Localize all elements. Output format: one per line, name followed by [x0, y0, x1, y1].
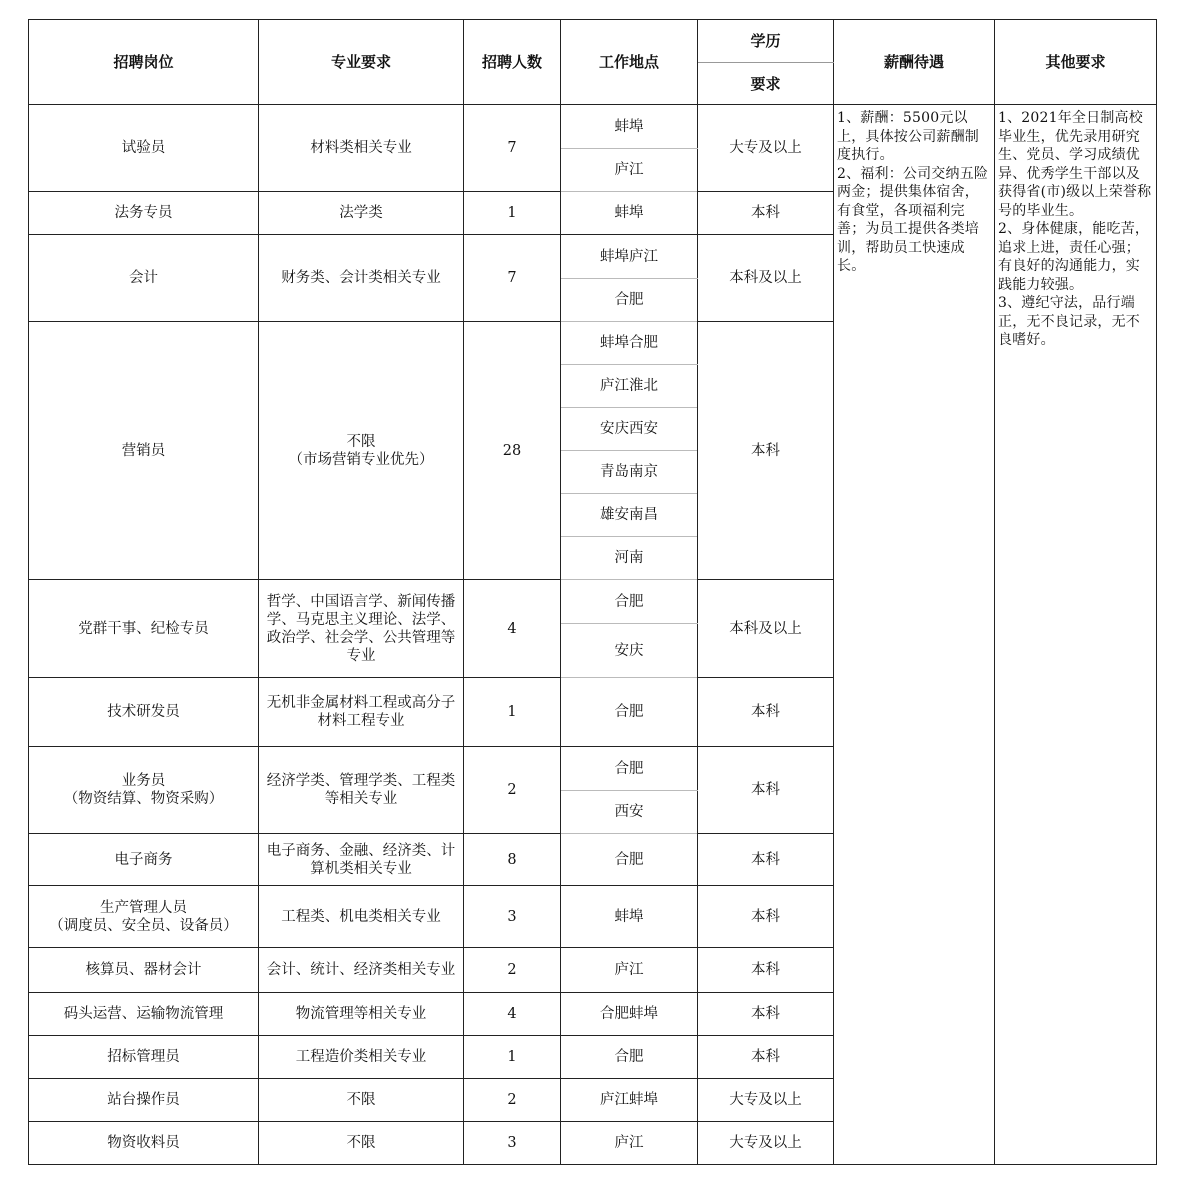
position-cell: 党群干事、纪检专员 — [29, 580, 259, 678]
header-education-bottom: 要求 — [698, 63, 834, 105]
major-cell: 不限 — [259, 1079, 464, 1122]
location-cell: 庐江淮北 — [561, 365, 698, 408]
location-cell: 西安 — [561, 791, 698, 834]
location-cell: 安庆 — [561, 624, 698, 678]
position-cell: 试验员 — [29, 105, 259, 192]
header-salary: 薪酬待遇 — [834, 20, 995, 105]
count-cell: 7 — [464, 105, 561, 192]
header-education-top: 学历 — [698, 20, 834, 63]
header-location: 工作地点 — [561, 20, 698, 105]
location-cell: 蚌埠 — [561, 192, 698, 235]
education-cell: 本科 — [698, 993, 834, 1036]
count-cell: 1 — [464, 192, 561, 235]
major-cell: 不限 — [259, 1122, 464, 1165]
education-cell: 本科 — [698, 192, 834, 235]
education-cell: 大专及以上 — [698, 1079, 834, 1122]
major-cell: 财务类、会计类相关专业 — [259, 235, 464, 322]
location-cell: 合肥 — [561, 747, 698, 791]
position-cell: 电子商务 — [29, 834, 259, 886]
position-cell: 物资收料员 — [29, 1122, 259, 1165]
count-cell: 3 — [464, 886, 561, 948]
count-cell: 2 — [464, 747, 561, 834]
count-cell: 28 — [464, 322, 561, 580]
education-cell: 本科 — [698, 886, 834, 948]
education-cell: 本科及以上 — [698, 235, 834, 322]
education-cell: 大专及以上 — [698, 105, 834, 192]
position-cell: 生产管理人员 （调度员、安全员、设备员） — [29, 886, 259, 948]
location-cell: 安庆西安 — [561, 408, 698, 451]
other-requirements-cell: 1、2021年全日制高校毕业生，优先录用研究生、党员、学习成绩优异、优秀学生干部以及获得省(市)级以上荣誉称号的毕业生。 2、身体健康，能吃苦，追求上进，责任心强；有良好的沟通能力，实践能力较强。 3、遵纪守法，品行端正，无不良记录，无不良嗜好。 — [995, 105, 1157, 1165]
count-cell: 4 — [464, 993, 561, 1036]
major-cell: 哲学、中国语言学、新闻传播学、马克思主义理论、法学、政治学、社会学、公共管理等专业 — [259, 580, 464, 678]
education-cell: 本科 — [698, 678, 834, 747]
location-cell: 合肥 — [561, 1036, 698, 1079]
major-cell: 经济学类、管理学类、工程类等相关专业 — [259, 747, 464, 834]
location-cell: 合肥蚌埠 — [561, 993, 698, 1036]
count-cell: 7 — [464, 235, 561, 322]
count-cell: 3 — [464, 1122, 561, 1165]
count-cell: 8 — [464, 834, 561, 886]
education-cell: 本科 — [698, 747, 834, 834]
major-cell: 无机非金属材料工程或高分子材料工程专业 — [259, 678, 464, 747]
position-cell: 会计 — [29, 235, 259, 322]
count-cell: 1 — [464, 1036, 561, 1079]
location-cell: 蚌埠庐江 — [561, 235, 698, 279]
location-cell: 庐江 — [561, 149, 698, 192]
header-major: 专业要求 — [259, 20, 464, 105]
major-cell: 法学类 — [259, 192, 464, 235]
location-cell: 河南 — [561, 537, 698, 580]
table-row — [29, 105, 1157, 149]
recruitment-table — [28, 19, 1157, 1165]
major-cell: 电子商务、金融、经济类、计算机类相关专业 — [259, 834, 464, 886]
header-count: 招聘人数 — [464, 20, 561, 105]
education-cell: 大专及以上 — [698, 1122, 834, 1165]
major-cell: 物流管理等相关专业 — [259, 993, 464, 1036]
major-cell: 材料类相关专业 — [259, 105, 464, 192]
location-cell: 雄安南昌 — [561, 494, 698, 537]
location-cell: 合肥 — [561, 279, 698, 322]
location-cell: 合肥 — [561, 834, 698, 886]
count-cell: 2 — [464, 1079, 561, 1122]
education-cell: 本科及以上 — [698, 580, 834, 678]
location-cell: 合肥 — [561, 678, 698, 747]
education-cell: 本科 — [698, 834, 834, 886]
education-cell: 本科 — [698, 1036, 834, 1079]
education-cell: 本科 — [698, 322, 834, 580]
major-cell: 不限 （市场营销专业优先） — [259, 322, 464, 580]
major-cell: 工程造价类相关专业 — [259, 1036, 464, 1079]
location-cell: 蚌埠合肥 — [561, 322, 698, 365]
location-cell: 庐江 — [561, 1122, 698, 1165]
count-cell: 2 — [464, 948, 561, 993]
location-cell: 青岛南京 — [561, 451, 698, 494]
position-cell: 站台操作员 — [29, 1079, 259, 1122]
location-cell: 庐江 — [561, 948, 698, 993]
education-cell: 本科 — [698, 948, 834, 993]
header-position: 招聘岗位 — [29, 20, 259, 105]
major-cell: 工程类、机电类相关专业 — [259, 886, 464, 948]
position-cell: 营销员 — [29, 322, 259, 580]
salary-cell: 1、薪酬：5500元以上，具体按公司薪酬制度执行。 2、福利：公司交纳五险两金；提供集体宿舍，有食堂，各项福利完善；为员工提供各类培训，帮助员工快速成长。 — [834, 105, 995, 1165]
location-cell: 蚌埠 — [561, 886, 698, 948]
location-cell: 合肥 — [561, 580, 698, 624]
count-cell: 1 — [464, 678, 561, 747]
position-cell: 业务员 （物资结算、物资采购） — [29, 747, 259, 834]
header-other: 其他要求 — [995, 20, 1157, 105]
location-cell: 庐江蚌埠 — [561, 1079, 698, 1122]
position-cell: 核算员、器材会计 — [29, 948, 259, 993]
major-cell: 会计、统计、经济类相关专业 — [259, 948, 464, 993]
count-cell: 4 — [464, 580, 561, 678]
table-body — [29, 105, 1157, 1165]
position-cell: 码头运营、运输物流管理 — [29, 993, 259, 1036]
position-cell: 招标管理员 — [29, 1036, 259, 1079]
location-cell: 蚌埠 — [561, 105, 698, 149]
position-cell: 技术研发员 — [29, 678, 259, 747]
position-cell: 法务专员 — [29, 192, 259, 235]
